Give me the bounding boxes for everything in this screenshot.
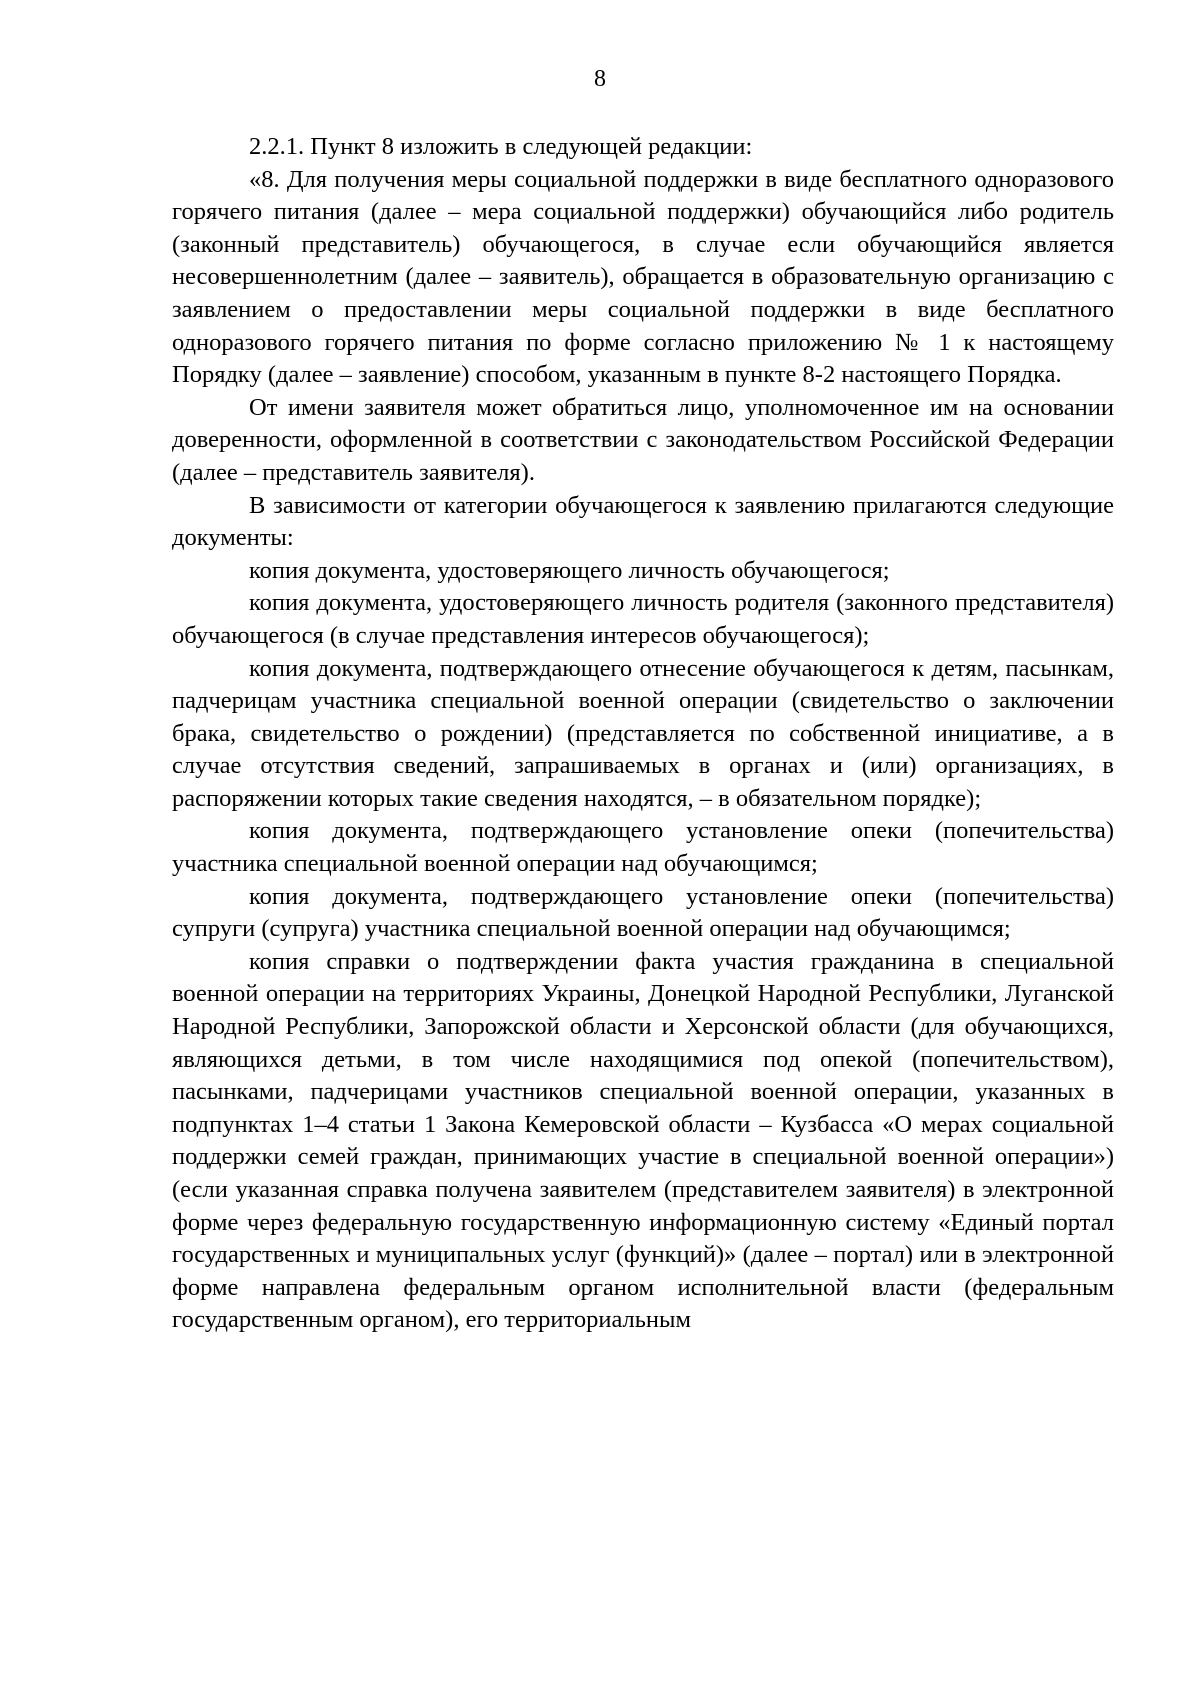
paragraph-doc-participation-certificate: копия справки о подтверждении факта участия гражданина в специальной военной операции на территориях Украины, Донецкой Народной Республики, Луганской Народной Республики, Запорожской области и Херсонской области (для обучающихся, являющихся детьми, в том числе находящимися под опекой (попечительством), пасынками, падчерицами участников специальной военной операции, указанных в подпунктах 1–4 статьи 1 Закона Кемеровской области – Кузбасса «О мерах социальной поддержки семей граждан, принимающих участие в специальной военной операции») (если указанная справка получена заявителем (представителем заявителя) в электронной форме через федеральную государственную информационную систему «Единый портал государственных и муниципальных услуг (функций)» (далее – портал) или в электронной форме направлена федеральным органом исполнительной власти (федеральным государственным органом), его территориальным — [172, 947, 1114, 1334]
paragraph-amendment-intro: 2.2.1. Пункт 8 изложить в следующей редакции: — [249, 133, 753, 160]
paragraph-doc-guardianship-spouse: копия документа, подтверждающего установление опеки (попечительства) супруги (супруга) участника специальной военной операции над обучающимся; — [172, 882, 1114, 943]
paragraph-item-8: «8. Для получения меры социальной поддержки в виде бесплатного одноразового горячего питания (далее – мера социальной поддержки) обучающийся либо родитель (законный представитель) обучающегося, в случае если обучающийся является несовершеннолетним (далее – заявитель), обращается в образовательную организацию с заявлением о предоставлении меры социальной поддержки в виде бесплатного одноразового горячего питания по форме согласно приложению № 1 к настоящему Порядку (далее – заявление) способом, указанным в пункте 8-2 настоящего Порядка. — [172, 165, 1114, 389]
paragraph-doc-relation: копия документа, подтверждающего отнесение обучающегося к детям, пасынкам, падчерицам участника специальной военной операции (свидетельство о заключении брака, свидетельство о рождении) (представляется по собственной инициативе, а в случае отсутствия сведений, запрашиваемых в органах и (или) организациях, в распоряжении которых такие сведения находятся, – в обязательном порядке); — [172, 654, 1114, 812]
paragraph-representative: От имени заявителя может обратиться лицо, уполномоченное им на основании доверенности, оформленной в соответствии с законодательством Российской Федерации (далее – представитель заявителя). — [172, 393, 1114, 486]
paragraph-doc-student-id: копия документа, удостоверяющего личность обучающегося; — [249, 556, 890, 584]
paragraph-doc-guardianship-participant: копия документа, подтверждающего установление опеки (попечительства) участника специальной военной операции над обучающимся; — [172, 817, 1114, 878]
document-body — [172, 131, 1114, 1337]
page-number: 8 — [594, 66, 606, 92]
paragraph-documents-intro: В зависимости от категории обучающегося к заявлению прилагаются следующие документы: — [172, 491, 1114, 552]
paragraph-doc-parent-id: копия документа, удостоверяющего личность родителя (законного представителя) обучающегося (в случае представления интересов обучающегося); — [172, 589, 1114, 649]
